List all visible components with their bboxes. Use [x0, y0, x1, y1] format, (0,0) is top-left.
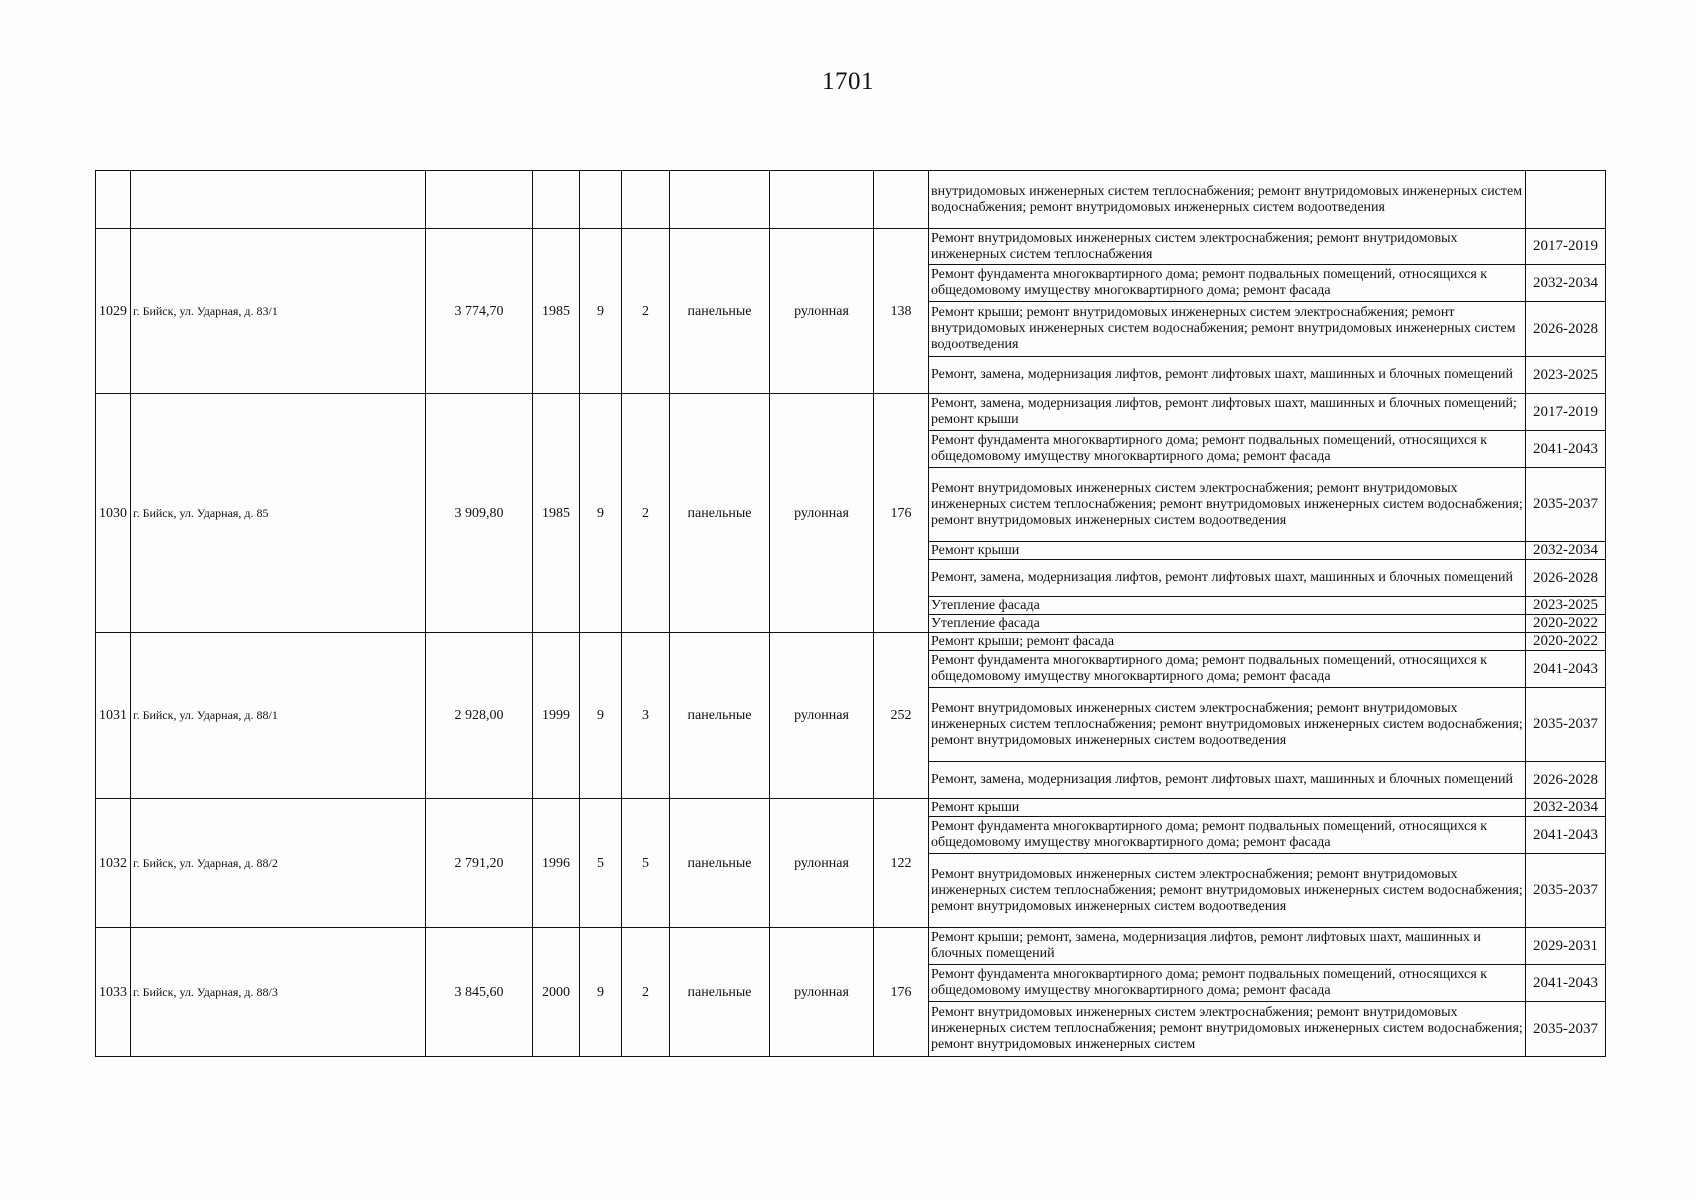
cell-number: 1031 [96, 633, 131, 799]
cell-work: Ремонт внутридомовых инженерных систем электроснабжения; ремонт внутридомовых инженерных систем теплоснабжения; ремонт внутридомовых инженерных систем водоснабжения; ремонт внутридомовых инженерных систем водоотведения [929, 688, 1526, 762]
cell-number: 1029 [96, 229, 131, 394]
cell-residents: 122 [874, 799, 929, 928]
cell-work: Ремонт крыши; ремонт фасада [929, 633, 1526, 651]
table-row [96, 633, 1606, 651]
page-number: 1701 [822, 68, 874, 95]
cell-work: Ремонт внутридомовых инженерных систем электроснабжения; ремонт внутридомовых инженерных систем теплоснабжения; ремонт внутридомовых инженерных систем водоснабжения; ремонт внутридомовых инженерных систем водоотведения [929, 468, 1526, 542]
cell-year: 1985 [533, 229, 580, 394]
cell-period: 2041-2043 [1526, 651, 1606, 688]
cell-walls: панельные [670, 928, 770, 1057]
cell-period: 2026-2028 [1526, 560, 1606, 597]
cell-work: Ремонт, замена, модернизация лифтов, ремонт лифтовых шахт, машинных и блочных помещений [929, 762, 1526, 799]
cell-floors [580, 171, 622, 229]
cell-roof: рулонная [770, 799, 874, 928]
cell-work: Ремонт крыши [929, 542, 1526, 560]
cell-roof: рулонная [770, 394, 874, 633]
table-body [96, 171, 1606, 1057]
cell-entrances [622, 171, 670, 229]
cell-roof [770, 171, 874, 229]
cell-work: Ремонт, замена, модернизация лифтов, ремонт лифтовых шахт, машинных и блочных помещений [929, 560, 1526, 597]
cell-period: 2041-2043 [1526, 431, 1606, 468]
cell-residents [874, 171, 929, 229]
cell-residents: 138 [874, 229, 929, 394]
cell-period: 2041-2043 [1526, 965, 1606, 1002]
cell-work: Ремонт крыши [929, 799, 1526, 817]
cell-period: 2017-2019 [1526, 394, 1606, 431]
cell-number: 1033 [96, 928, 131, 1057]
cell-period: 2035-2037 [1526, 1002, 1606, 1057]
cell-work: Ремонт внутридомовых инженерных систем электроснабжения; ремонт внутридомовых инженерных систем теплоснабжения; ремонт внутридомовых инженерных систем водоснабжения; ремонт внутридомовых инженерных систем водоотведения [929, 854, 1526, 928]
cell-floors: 9 [580, 928, 622, 1057]
table-row [96, 928, 1606, 965]
cell-area: 2 928,00 [426, 633, 533, 799]
cell-year [533, 171, 580, 229]
cell-residents: 252 [874, 633, 929, 799]
cell-period: 2017-2019 [1526, 229, 1606, 265]
cell-year: 2000 [533, 928, 580, 1057]
cell-walls: панельные [670, 394, 770, 633]
cell-walls: панельные [670, 633, 770, 799]
table-row [96, 229, 1606, 265]
cell-period: 2041-2043 [1526, 817, 1606, 854]
cell-period: 2026-2028 [1526, 762, 1606, 799]
cell-work: Ремонт фундамента многоквартирного дома; ремонт подвальных помещений, относящихся к общедомовому имуществу многоквартирного дома; ремонт фасада [929, 265, 1526, 302]
cell-work: Ремонт внутридомовых инженерных систем электроснабжения; ремонт внутридомовых инженерных систем теплоснабжения [929, 229, 1526, 265]
cell-work: Ремонт крыши; ремонт внутридомовых инженерных систем электроснабжения; ремонт внутридомовых инженерных систем водоснабжения; ремонт внутридомовых инженерных систем водоотведения [929, 302, 1526, 357]
cell-period: 2029-2031 [1526, 928, 1606, 965]
cell-floors: 9 [580, 229, 622, 394]
cell-period: 2035-2037 [1526, 854, 1606, 928]
cell-work: Ремонт фундамента многоквартирного дома; ремонт подвальных помещений, относящихся к общедомовому имуществу многоквартирного дома; ремонт фасада [929, 651, 1526, 688]
cell-roof: рулонная [770, 633, 874, 799]
cell-address: г. Бийск, ул. Ударная, д. 88/3 [131, 928, 426, 1057]
cell-period: 2026-2028 [1526, 302, 1606, 357]
cell-walls [670, 171, 770, 229]
cell-area: 3 845,60 [426, 928, 533, 1057]
cell-period: 2032-2034 [1526, 542, 1606, 560]
cell-floors: 9 [580, 633, 622, 799]
cell-address: г. Бийск, ул. Ударная, д. 88/1 [131, 633, 426, 799]
cell-number: 1032 [96, 799, 131, 928]
cell-work: Утепление фасада [929, 615, 1526, 633]
cell-entrances: 2 [622, 229, 670, 394]
cell-walls: панельные [670, 229, 770, 394]
carryover-row [96, 171, 1606, 229]
cell-year: 1999 [533, 633, 580, 799]
cell-number [96, 171, 131, 229]
cell-address: г. Бийск, ул. Ударная, д. 85 [131, 394, 426, 633]
cell-entrances: 2 [622, 928, 670, 1057]
cell-period: 2032-2034 [1526, 799, 1606, 817]
cell-area: 3 909,80 [426, 394, 533, 633]
cell-period: 2035-2037 [1526, 468, 1606, 542]
table-row [96, 394, 1606, 431]
cell-work: Ремонт крыши; ремонт, замена, модернизация лифтов, ремонт лифтовых шахт, машинных и блочных помещений [929, 928, 1526, 965]
cell-roof: рулонная [770, 229, 874, 394]
cell-entrances: 2 [622, 394, 670, 633]
cell-address: г. Бийск, ул. Ударная, д. 88/2 [131, 799, 426, 928]
cell-work: Ремонт фундамента многоквартирного дома; ремонт подвальных помещений, относящихся к общедомовому имуществу многоквартирного дома; ремонт фасада [929, 431, 1526, 468]
cell-area: 2 791,20 [426, 799, 533, 928]
cell-number: 1030 [96, 394, 131, 633]
cell-work: Ремонт, замена, модернизация лифтов, ремонт лифтовых шахт, машинных и блочных помещений; ремонт крыши [929, 394, 1526, 431]
cell-area [426, 171, 533, 229]
cell-period [1526, 171, 1606, 229]
cell-work: Ремонт внутридомовых инженерных систем электроснабжения; ремонт внутридомовых инженерных систем теплоснабжения; ремонт внутридомовых инженерных систем водоснабжения; ремонт внутридомовых инженерных систем [929, 1002, 1526, 1057]
table-row [96, 799, 1606, 817]
cell-residents: 176 [874, 928, 929, 1057]
cell-area: 3 774,70 [426, 229, 533, 394]
cell-period: 2023-2025 [1526, 357, 1606, 394]
cell-walls: панельные [670, 799, 770, 928]
cell-period: 2020-2022 [1526, 615, 1606, 633]
cell-work: Утепление фасада [929, 597, 1526, 615]
cell-floors: 5 [580, 799, 622, 928]
cell-period: 2023-2025 [1526, 597, 1606, 615]
cell-period: 2032-2034 [1526, 265, 1606, 302]
cell-year: 1996 [533, 799, 580, 928]
cell-period: 2020-2022 [1526, 633, 1606, 651]
cell-roof: рулонная [770, 928, 874, 1057]
cell-work: Ремонт фундамента многоквартирного дома; ремонт подвальных помещений, относящихся к общедомовому имуществу многоквартирного дома; ремонт фасада [929, 965, 1526, 1002]
cell-residents: 176 [874, 394, 929, 633]
cell-entrances: 3 [622, 633, 670, 799]
cell-work: Ремонт фундамента многоквартирного дома; ремонт подвальных помещений, относящихся к общедомовому имуществу многоквартирного дома; ремонт фасада [929, 817, 1526, 854]
cell-work: внутридомовых инженерных систем теплоснабжения; ремонт внутридомовых инженерных систем водоснабжения; ремонт внутридомовых инженерных систем водоотведения [929, 171, 1526, 229]
cell-entrances: 5 [622, 799, 670, 928]
cell-work: Ремонт, замена, модернизация лифтов, ремонт лифтовых шахт, машинных и блочных помещений [929, 357, 1526, 394]
repair-schedule-table [95, 170, 1606, 1057]
cell-year: 1985 [533, 394, 580, 633]
cell-floors: 9 [580, 394, 622, 633]
cell-period: 2035-2037 [1526, 688, 1606, 762]
cell-address [131, 171, 426, 229]
cell-address: г. Бийск, ул. Ударная, д. 83/1 [131, 229, 426, 394]
